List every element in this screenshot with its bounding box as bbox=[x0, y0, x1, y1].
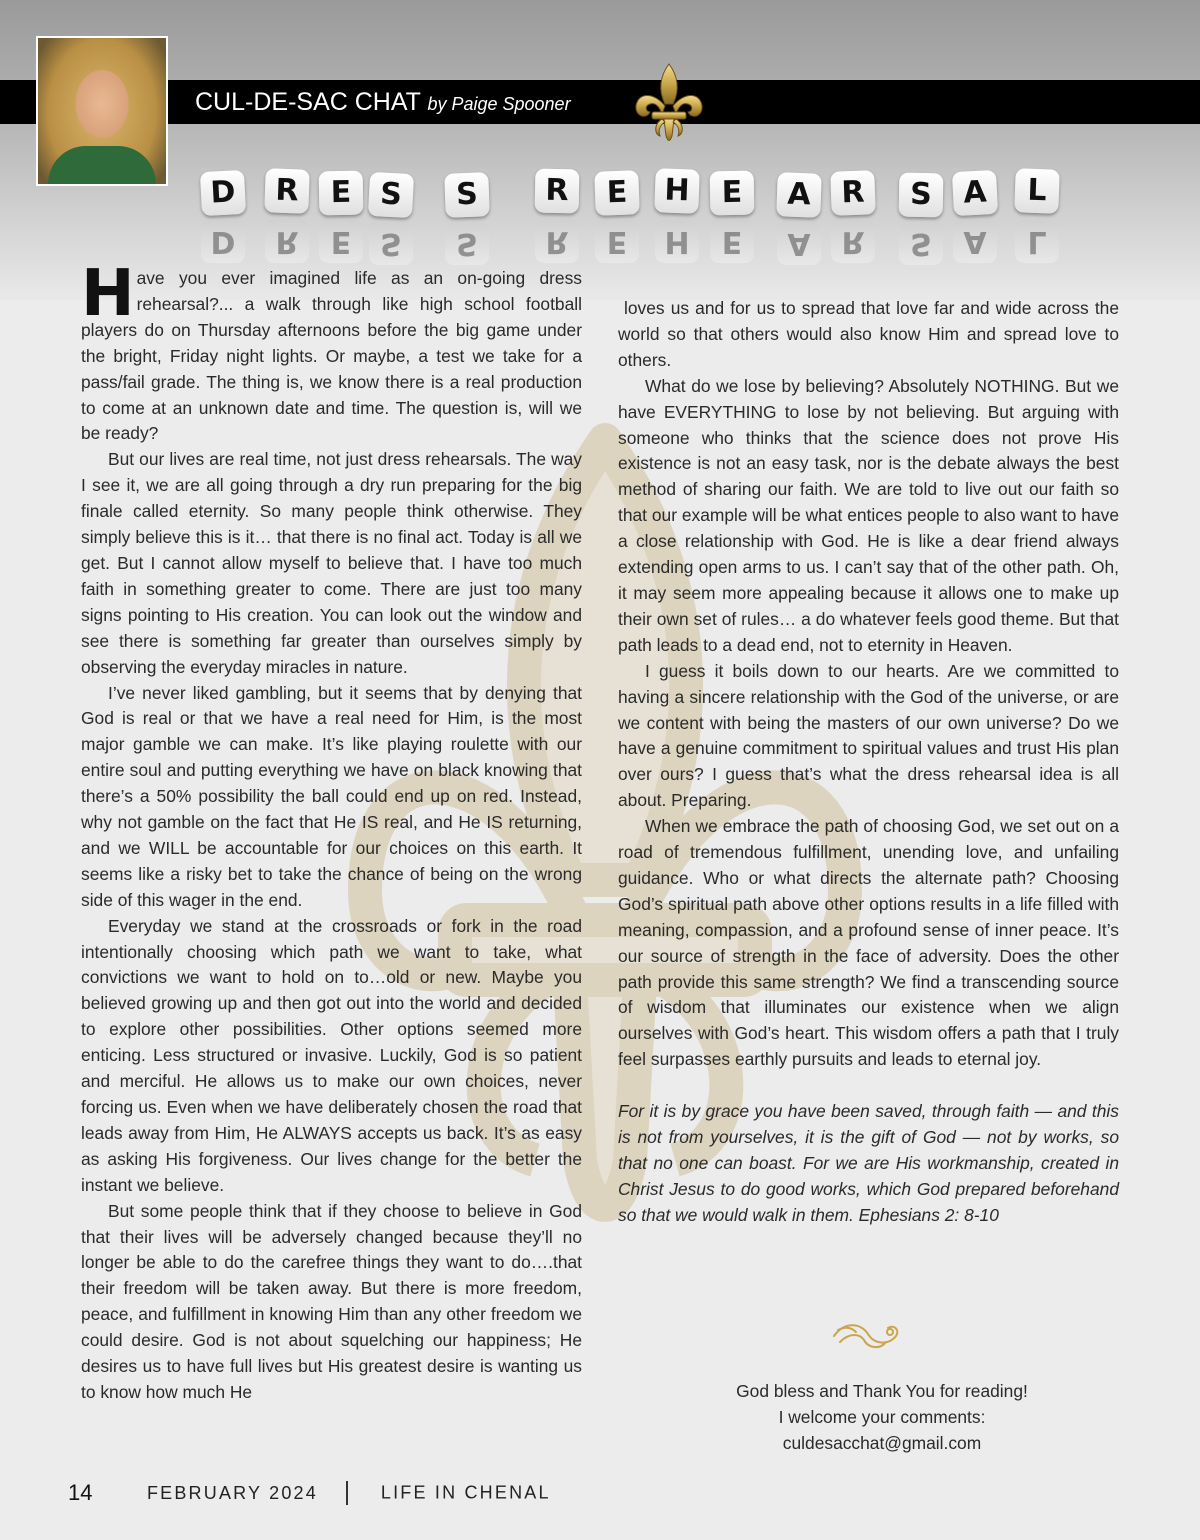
scripture-quote: For it is by grace you have been saved, through faith — and this is not from yourselves, it is the gift of God — not by works, so that no one can boast. For we are His workmanship, created in Christ Jesus to do good works, which God prepared beforehand so that we would walk in them. Ephesians 2: 8-10 bbox=[618, 1101, 1119, 1225]
author-photo bbox=[36, 36, 168, 186]
drop-cap: H bbox=[81, 257, 135, 331]
title-letter-tile: E bbox=[319, 171, 364, 216]
title-letter-reflection: R bbox=[831, 219, 875, 263]
title-letter-reflection: S bbox=[369, 221, 413, 265]
title-letter-tile: L bbox=[1014, 168, 1060, 214]
article-title bbox=[195, 165, 1065, 265]
column-title bbox=[195, 84, 571, 122]
title-letter-tile: H bbox=[654, 168, 700, 214]
title-letter-reflection: E bbox=[595, 219, 639, 263]
title-letter-reflection: H bbox=[655, 219, 699, 263]
article-paragraph: When we embrace the path of choosing God, we set out on a road of tremendous fulfillment, unending love, and unfailing guidance. Who or what directs the alternate path? Choosing God’s spiritual path above other options results in a life filled with meaning, compassion, and a profound sense of inner peace. It’s our source of strength in the face of adversity. Does the other path provide this same strength? We find a transcending source of wisdom that illuminates our existence when we align ourselves with God’s heart. This wisdom offers a path that I truly feel surpasses earthly pursuits and leads to eternal joy. bbox=[618, 816, 1119, 1070]
article-paragraph: I’ve never liked gambling, but it seems that by denying that God is real or that we have a real need for Him, is the most major gamble we can make. It’s like playing roulette with our entire soul and putting everything we have on black knowing that there’s a 50% possibility the ball could end up on red. Instead, why not gamble on the fact that He IS real, and He IS returning, and we WILL be accountable for our choices on this earth. It seems like a risky bet to take the chance of being on the wrong side of this wager in the end. bbox=[81, 682, 582, 910]
footer-divider bbox=[346, 1481, 348, 1505]
flourish-ornament-icon bbox=[830, 1318, 904, 1354]
closing-line: God bless and Thank You for reading! bbox=[736, 1381, 1028, 1401]
column-name: CUL-DE-SAC CHAT bbox=[195, 88, 421, 116]
article-paragraph: loves us and for us to spread that love far and wide across the world so that others would also know Him and spread love to others. bbox=[618, 298, 1119, 370]
title-letter-reflection: S bbox=[445, 221, 489, 265]
title-letter-reflection: R bbox=[535, 219, 579, 263]
title-letter-tile: D bbox=[200, 170, 246, 216]
page-footer bbox=[68, 1480, 551, 1510]
title-letter-reflection: E bbox=[710, 219, 754, 263]
title-letter-reflection: A bbox=[953, 219, 997, 263]
article-paragraph: I guess it boils down to our hearts. Are we committed to having a sincere relationship with the God of the universe, or are we content with being the masters of our own universe? Do we have a genuine commitment to spiritual values and trust His plan over ours? I guess that’s what the dress rehearsal idea is all about. Preparing. bbox=[618, 660, 1119, 811]
title-letter-tile: E bbox=[710, 171, 755, 216]
article-column-left bbox=[81, 257, 582, 1406]
contact-email[interactable]: culdesacchat@gmail.com bbox=[782, 1433, 982, 1453]
title-letter-tile: R bbox=[535, 169, 580, 214]
article-column-right bbox=[618, 296, 1119, 1229]
title-letter-tile: S bbox=[368, 172, 414, 218]
title-letter-reflection: L bbox=[1015, 219, 1059, 263]
title-letter-tile: S bbox=[444, 172, 490, 218]
header-bar bbox=[0, 80, 1200, 124]
article-paragraph: But our lives are real time, not just dress rehearsals. The way I see it, we are all going through a dry run preparing for the big finale called eternity. So many people think otherwise. They simply believe this is it… that there is no final act. Today is all we get. But I cannot allow myself to believe that. I have too much faith in something greater to come. There are just too many signs pointing to His creation. You can look out the window and see there is something far greater than ourselves simply by observing the everyday miracles in nature. bbox=[81, 449, 582, 677]
paragraph-text: ave you ever imagined life as an on-going dress rehearsal?... a walk through like high school football players do on Thursday afternoons before the big game under the bright, Friday night lights. Or maybe, a test we take for a pass/fail grade. The thing is, we know there is a real production to come at an unknown date and time. The question is, will we be ready? bbox=[81, 268, 582, 444]
article-paragraph: What do we lose by believing? Absolutely NOTHING. But we have EVERYTHING to lose by not believing. But arguing with someone who thinks that the science does not prove His existence is not an easy task, nor is the debate always the best method of sharing our faith. We are told to live out our faith so that our example will be what entices people to also want to have a close relationship with God. He is like a dear friend always extending open arms to us. I can’t say that of the other path. Oh, it may seem more appealing because it allows one to make up their own set of rules… a do whatever feels good theme. But that path leads to a dead end, not to eternity in Heaven. bbox=[618, 375, 1119, 655]
title-letter-tile: A bbox=[776, 172, 822, 218]
magazine-name: LIFE IN CHENAL bbox=[380, 1482, 551, 1503]
fleur-de-lis-icon bbox=[632, 62, 706, 144]
byline: by Paige Spooner bbox=[427, 94, 571, 114]
article-paragraph: Everyday we stand at the crossroads or fork in the road intentionally choosing which path we want to take, what convictions we want to hold on to…old or new. Maybe you believed growing up and then got out into the world and decided to explore other possibilities. Other options seemed more enticing. Less structured or invasive. Luckily, God is so patient and merciful. He allows us to make our own choices, never forcing us. Even when we have deliberately chosen the road that leads away from Him, He ALWAYS accepts us back. It’s as easy as asking His forgiveness. Our lives change for the better the instant we believe. bbox=[81, 915, 582, 1195]
title-letter-tile: E bbox=[594, 170, 640, 216]
page-number: 14 bbox=[68, 1480, 93, 1505]
title-letter-tile: S bbox=[899, 173, 944, 218]
title-letter-reflection: S bbox=[899, 221, 943, 265]
title-letter-tile: A bbox=[952, 170, 998, 216]
title-letter-reflection: R bbox=[265, 219, 309, 263]
article-paragraph bbox=[81, 257, 582, 447]
article-paragraph: But some people think that if they choose to believe in God that their lives will be adversely changed because they’ll no longer be able to do the carefree things they want to do….that their freedom will be taken away. But there is more freedom, peace, and fulfillment in knowing Him than any other freedom we could desire. God is not about squelching our happiness; He desires us to have full lives but His greatest desire is wanting us to know how much He bbox=[81, 1200, 582, 1402]
title-letter-tile: R bbox=[830, 170, 876, 216]
closing-note bbox=[655, 1378, 1109, 1456]
issue-date: FEBRUARY 2024 bbox=[146, 1482, 318, 1503]
title-letter-reflection: A bbox=[777, 221, 821, 265]
title-letter-tile: R bbox=[264, 168, 310, 214]
title-letter-reflection: D bbox=[201, 219, 245, 263]
title-letter-reflection: E bbox=[319, 219, 363, 263]
closing-line: I welcome your comments: bbox=[778, 1407, 986, 1427]
